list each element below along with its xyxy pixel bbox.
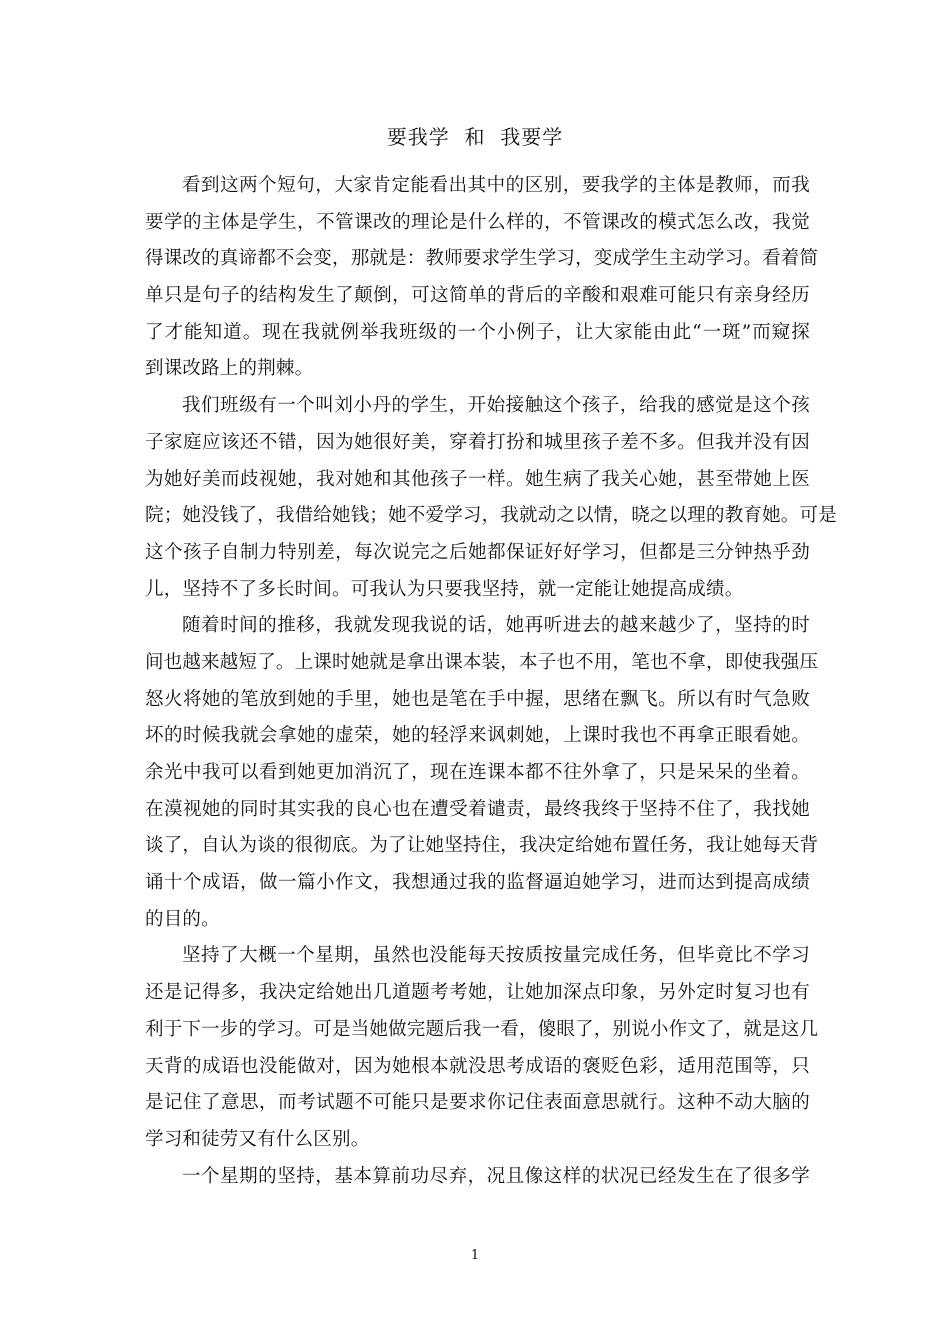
text-line: 我们班级有一个叫刘小丹的学生，开始接触这个孩子，给我的感觉是这个孩 — [182, 395, 810, 417]
text-line: 坚持了大概一个星期，虽然也没能每天按质按量完成任务，但毕竟比不学习 — [182, 945, 810, 967]
text-line: 看到这两个短句，大家肯定能看出其中的区别，要我学的主体是教师，而我 — [182, 175, 810, 196]
text-line: 这个孩子自制力特别差，每次说完之后她都保证好好学习，但都是三分钟热乎劲 — [145, 541, 810, 563]
text-line: 在漠视她的同时其实我的良心也在遭受着谴责，最终我终于坚持不住了，我找她 — [145, 798, 810, 820]
text-line: 单只是句子的结构发生了颠倒，可这简单的背后的辛酸和艰难可能只有亲身经历 — [145, 285, 810, 307]
text-line: 诵十个成语，做一篇小作文，我想通过我的监督逼迫她学习，进而达到提高成绩 — [145, 872, 810, 894]
text-line: 的目的。 — [145, 908, 220, 930]
text-line: 为她好美而歧视她，我对她和其他孩子一样。她生病了我关心她，甚至带她上医 — [145, 468, 810, 490]
text-line: 天背的成语也没能做对，因为她根本就没思考成语的褒贬色彩，适用范围等，只 — [145, 1055, 810, 1077]
text-line: 还是记得多，我决定给她出几道题考考她，让她加深点印象，另外定时复习也有 — [145, 982, 810, 1004]
text-line: 得课改的真谛都不会变，那就是：教师要求学生学习，变成学生主动学习。看着简 — [145, 248, 819, 270]
text-line: 谈了，自认为谈的很彻底。为了让她坚持住，我决定给她布置任务，我让她每天背 — [145, 835, 819, 857]
page-number: 1 — [470, 1248, 480, 1263]
text-line: 利于下一步的学习。可是当她做完题后我一看，傻眼了，别说小作文了，就是这几 — [145, 1018, 819, 1040]
text-line: 是记住了意思，而考试题不可能只是要求你记住表面意思就行。这种不动大脑的 — [145, 1092, 810, 1114]
text-line: 到课改路上的荆棘。 — [145, 358, 314, 380]
text-line: 儿，坚持不了多长时间。可我认为只要我坚持，就一定能让她提高成绩。 — [145, 578, 744, 600]
text-line: 怒火将她的笔放到她的手里，她也是笔在手中握，思绪在飘飞。所以有时气急败 — [145, 688, 810, 710]
text-line: 一个星期的坚持，基本算前功尽弃，况且像这样的状况已经发生在了很多学 — [182, 1165, 810, 1187]
text-line: 院；她没钱了，我借给她钱；她不爱学习，我就动之以情，晓之以理的教育她。可是 — [145, 505, 837, 527]
document-title: 要我学 和 我要学 — [386, 125, 564, 149]
text-line: 学习和徒劳又有什么区别。 — [145, 1128, 370, 1150]
text-line: 要学的主体是学生，不管课改的理论是什么样的，不管课改的模式怎么改，我觉 — [145, 211, 810, 233]
text-line: 坏的时候我就会拿她的虚荣，她的轻浮来讽刺她，上课时我也不再拿正眼看她。 — [145, 725, 810, 747]
text-line: 了才能知道。现在我就例举我班级的一个小例子，让大家能由此“一斑”而窥探 — [145, 321, 810, 343]
text-line: 间也越来越短了。上课时她就是拿出课本装，本子也不用，笔也不拿，即使我强压 — [145, 651, 819, 673]
text-line: 余光中我可以看到她更加消沉了，现在连课本都不往外拿了，只是呆呆的坐着。 — [145, 762, 810, 783]
text-line: 子家庭应该还不错，因为她很好美，穿着打扮和城里孩子差不多。但我并没有因 — [145, 431, 810, 453]
text-line: 随着时间的推移，我就发现我说的话，她再听进去的越来越少了，坚持的时 — [182, 615, 810, 637]
document-body — [145, 168, 837, 1195]
